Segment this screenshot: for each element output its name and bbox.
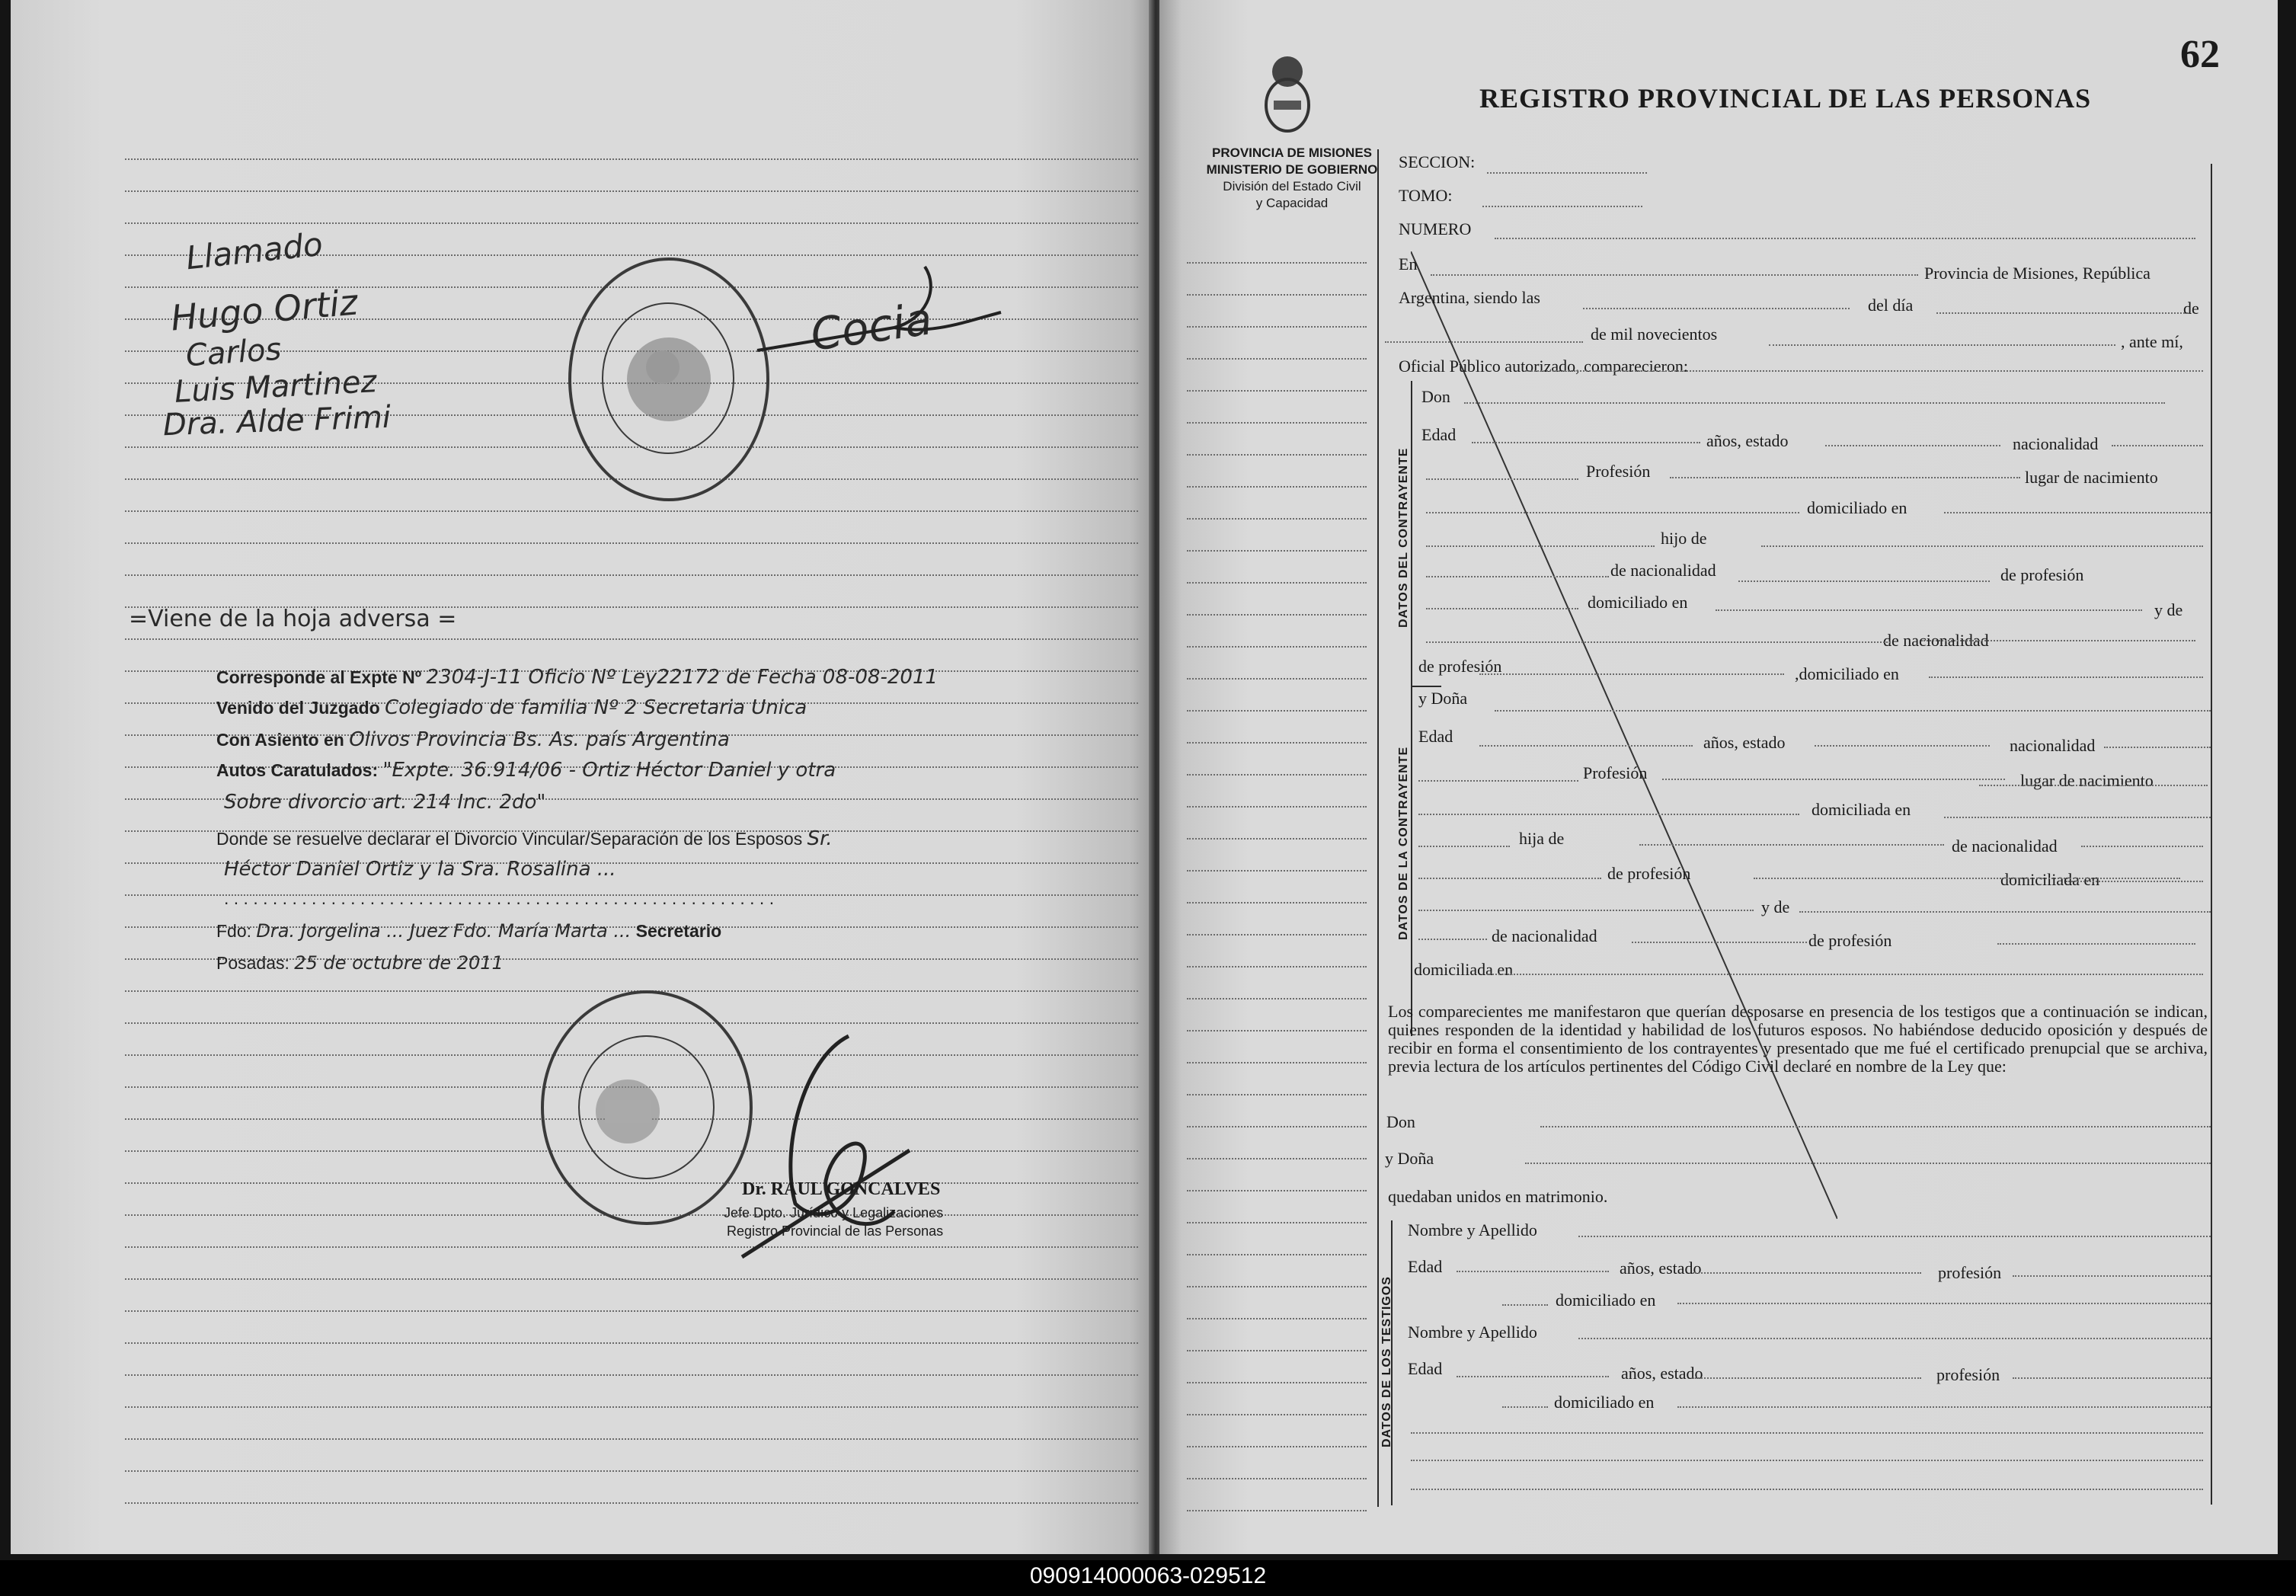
margin-ruled-line: [1187, 454, 1367, 456]
form-fill-line: [1464, 402, 2165, 404]
agency-division: División del Estado Civil: [1223, 179, 1361, 194]
c2-lugar-nac: lugar de nacimiento: [2020, 771, 2154, 790]
intro-argentina: Argentina, siendo las: [1399, 288, 1540, 307]
declaration-paragraph: Los comparecientes me manifestaron que querían desposarse en presencia de los testigos que a continuación se indican, quienes responden de la identidad y habilidad de los futuros esposos. No habiéndose deducido oposición y después de recibir en forma el consentimiento de los contrayentes y presentado que me fué el certificado prenupcial que se archiva, previa lectura de los artículos pertinentes del Código Civil declaré en nombre de la Ley que:: [1388, 1002, 2208, 1076]
signature-top-right: Cocia: [807, 293, 935, 361]
form-fill-line: [1936, 312, 2188, 314]
oficio-line-6: [216, 827, 833, 850]
form-fill-line: [1418, 910, 1754, 911]
oficio-line-2-label: Venido del Juzgado: [216, 698, 380, 718]
c1-de-nacionalidad: de nacionalidad: [1610, 561, 1716, 580]
form-left-border: [1377, 149, 1379, 1507]
form-fill-line: [1754, 878, 2180, 879]
intro-del-dia: del día: [1868, 296, 1914, 315]
form-fill-line: [1431, 274, 1918, 276]
form-fill-line: [1426, 512, 1799, 513]
form-fill-line: [1979, 785, 2208, 786]
intro-en: En: [1399, 254, 1418, 273]
quedaban-text: quedaban unidos en matrimonio.: [1388, 1187, 1608, 1206]
margin-ruled-line: [1187, 1286, 1367, 1287]
coat-of-arms-icon: [1257, 50, 1318, 134]
margin-ruled-line: [1187, 1478, 1367, 1479]
form-fill-line: [1479, 745, 1693, 747]
form-fill-line: [1495, 238, 2195, 239]
oficio-line-6-label: Donde se resuelve declarar el Divorcio Vincular/Separación de los Esposos: [216, 829, 803, 849]
form-fill-line: [1799, 911, 2211, 913]
t1-profesion: profesión: [1938, 1263, 2002, 1282]
form-fill-line: [1639, 844, 1944, 846]
c2-de-nacionalidad: de nacionalidad: [1952, 836, 2058, 856]
form-fill-line: [1761, 545, 2203, 547]
right-page: [1159, 0, 2278, 1554]
margin-ruled-line: [1187, 294, 1367, 296]
oficio-line-9: [216, 952, 504, 974]
t2-domiciliado: domiciliado en: [1554, 1393, 1655, 1412]
t1-anos: años, estado: [1620, 1259, 1702, 1278]
c2-profesion: Profesión: [1583, 763, 1648, 782]
form-fill-line: [1693, 1377, 1921, 1379]
margin-ruled-line: [1187, 1030, 1367, 1031]
signature-2: Hugo Ortiz: [169, 281, 360, 339]
oficio-line-4: [216, 759, 836, 782]
form-fill-line: [2112, 445, 2203, 446]
stamp-emblem-icon: [571, 261, 766, 498]
margin-ruled-line: [1187, 934, 1367, 936]
intro-mil: de mil novecientos: [1591, 325, 1718, 344]
form-fill-line: [1944, 817, 2211, 818]
margin-ruled-line: [1187, 710, 1367, 712]
left-page: [11, 0, 1153, 1554]
ruled-line: [125, 158, 1138, 160]
form-fill-line: [1716, 609, 2142, 611]
signer-title-2: Registro Provincial de las Personas: [727, 1223, 944, 1239]
margin-ruled-line: [1187, 550, 1367, 552]
margin-ruled-line: [1187, 774, 1367, 776]
t2-edad: Edad: [1408, 1359, 1443, 1378]
c1-nacionalidad: nacionalidad: [2013, 434, 2099, 453]
margin-ruled-line: [1187, 1222, 1367, 1223]
signature-1: Llamado: [184, 225, 325, 277]
ruled-line: [125, 1374, 1138, 1376]
form-fill-line: [1457, 1271, 1609, 1272]
form-fill-line: [1482, 206, 1642, 207]
form-fill-line: [1944, 512, 2211, 513]
t1-nombre: Nombre y Apellido: [1408, 1220, 1537, 1239]
intro-ante-mi: , ante mí,: [2121, 332, 2183, 351]
ruled-line: [125, 222, 1138, 224]
form-fill-line: [1418, 814, 1799, 815]
t1-domiciliado: domiciliado en: [1556, 1291, 1656, 1310]
oficio-line-6-value: Sr.: [807, 827, 833, 850]
form-fill-line: [1632, 942, 1807, 943]
form-fill-line: [1815, 745, 1990, 747]
margin-ruled-line: [1187, 1126, 1367, 1127]
margin-ruled-line: [1187, 966, 1367, 968]
c1-anos-estado: años, estado: [1706, 431, 1789, 450]
c2-anos-estado: años, estado: [1703, 733, 1786, 752]
form-fill-line: [1502, 1406, 1548, 1408]
margin-ruled-line: [1187, 1094, 1367, 1095]
signer-name: Dr. RAUL GONCALVES: [742, 1179, 941, 1199]
form-fill-line: [1426, 608, 1578, 609]
form-fill-line: [1479, 673, 1784, 675]
margin-ruled-line: [1187, 902, 1367, 904]
ruled-line: [125, 1502, 1138, 1504]
margin-ruled-line: [1187, 1158, 1367, 1159]
form-fill-line: [1670, 477, 2020, 478]
form-fill-line: [2066, 881, 2203, 882]
tomo-label: TOMO:: [1399, 186, 1453, 205]
document-id: 090914000063-029512: [1029, 1563, 1267, 1588]
oficio-line-3-value: Olivos Provincia Bs. As. país Argentina: [349, 728, 730, 751]
form-fill-line: [1525, 370, 2203, 372]
form-fill-line: [1677, 1303, 2211, 1304]
c2-domiciliada-2: domiciliada en: [1414, 960, 1514, 979]
signature-5: Dra. Alde Frimi: [162, 399, 392, 443]
official-stamp-top: [568, 257, 769, 501]
form-fill-line: [1738, 581, 1990, 582]
oficio-line-2-value: Colegiado de familia Nº 2 Secretaria Unica: [385, 696, 807, 719]
form-fill-line: [1426, 641, 1891, 643]
ruled-line: [125, 510, 1138, 512]
oficio-line-1-value: 2304-J-11 Oficio Nº Ley22172 de Fecha 08-08-2011: [426, 666, 939, 689]
margin-ruled-line: [1187, 1510, 1367, 1511]
oficio-line-9-value: 25 de octubre de 2011: [294, 952, 504, 974]
oficio-line-5-value: Sobre divorcio art. 214 Inc. 2do": [224, 791, 546, 814]
ruled-line: [125, 1406, 1138, 1408]
form-fill-line: [2104, 747, 2211, 748]
form-fill-line: [1457, 1376, 1609, 1377]
c2-hija-de: hija de: [1519, 829, 1565, 848]
c2-edad: Edad: [1418, 727, 1453, 746]
margin-ruled-line: [1187, 678, 1367, 680]
c1-de-profesion-2: de profesión: [1418, 657, 1502, 676]
form-fill-line: [1662, 779, 2005, 780]
agency-province: PROVINCIA DE MISIONES: [1211, 146, 1372, 160]
form-fill-line: [1411, 1489, 2203, 1490]
form-fill-line: [1578, 1338, 2211, 1339]
form-fill-line: [1487, 974, 2203, 975]
viene-note: =Viene de la hoja adversa =: [129, 606, 457, 632]
form-fill-line: [1921, 640, 2195, 641]
oficio-line-3: [216, 728, 730, 751]
form-fill-line: [1418, 780, 1578, 782]
oficio-line-7-value: Héctor Daniel Ortiz y la Sra. Rosalina ...: [224, 858, 616, 881]
margin-ruled-line: [1187, 742, 1367, 744]
margin-ruled-line: [1187, 1382, 1367, 1383]
margin-ruled-line: [1187, 1446, 1367, 1447]
form-fill-line: [1578, 1236, 2211, 1237]
signer-title-1: Jefe Dpto. Jurídico y Legalizaciones: [724, 1205, 944, 1220]
form-fill-line: [1495, 710, 2211, 712]
final-don: Don: [1386, 1112, 1415, 1131]
c1-profesion: Profesión: [1586, 462, 1651, 481]
oficio-line-5: [224, 791, 545, 814]
margin-ruled-line: [1187, 326, 1367, 328]
oficio-line-3-label: Con Asiento en: [216, 730, 344, 750]
margin-ruled-line: [1187, 582, 1367, 584]
c2-dona: y Doña: [1418, 689, 1468, 708]
form-fill-line: [1825, 445, 2000, 446]
form-fill-line: [1418, 846, 1510, 847]
form-fill-line: [1411, 1432, 2203, 1434]
ruled-line: [125, 1470, 1138, 1472]
form-fill-line: [1418, 939, 1487, 940]
c1-domiciliado: domiciliado en: [1807, 498, 1907, 517]
ruled-line: [125, 190, 1138, 192]
c1-edad: Edad: [1421, 425, 1457, 444]
c1-lugar-nac: lugar de nacimiento: [2025, 468, 2158, 487]
oficio-line-1: [216, 666, 938, 689]
oficio-line-1-label: Corresponde al Expte Nº: [216, 667, 422, 687]
intro-oficial: Oficial Público autorizado, comparecieron:: [1399, 357, 1688, 376]
margin-ruled-line: [1187, 806, 1367, 808]
oficio-line-4-value: "Expte. 36.914/06 - Ortiz Héctor Daniel y otra: [382, 759, 836, 782]
c1-domiciliado-en: domiciliado en: [1588, 593, 1688, 612]
signature-scribble-icon: [742, 244, 1016, 381]
oficio-line-8-label: Fdo:: [216, 921, 252, 941]
form-fill-line: [1693, 1272, 1921, 1274]
oficio-line-4-label: Autos Caratulados:: [216, 760, 379, 780]
oficio-line-8-suffix: Secretario: [635, 921, 722, 941]
oficio-line-8: [216, 920, 721, 942]
t1-edad: Edad: [1408, 1257, 1443, 1276]
form-fill-line: [2013, 1275, 2211, 1277]
intro-provincia: Provincia de Misiones, República: [1924, 264, 2151, 283]
t2-profesion: profesión: [1936, 1365, 2000, 1384]
contrayente-2-side-label: DATOS DE LA CONTRAYENTE: [1397, 746, 1410, 940]
register-title: REGISTRO PROVINCIAL DE LAS PERSONAS: [1479, 83, 2092, 114]
form-fill-line: [1426, 545, 1655, 547]
form-fill-line: [1583, 308, 1850, 309]
seccion-label: SECCION:: [1399, 152, 1476, 171]
form-fill-line: [1487, 172, 1647, 174]
ruled-line: [125, 574, 1138, 576]
page-number: 62: [2180, 33, 2220, 76]
margin-ruled-line: [1187, 262, 1367, 264]
c1-domiciliado-2: ,domiciliado en: [1795, 664, 1899, 683]
ruled-line: [125, 1246, 1138, 1248]
form-fill-line: [1997, 943, 2195, 945]
margin-ruled-line: [1187, 1062, 1367, 1063]
ruled-line: [125, 1342, 1138, 1344]
contrayente-side-label: DATOS DEL CONTRAYENTE: [1397, 447, 1410, 628]
ruled-line: [125, 1438, 1138, 1440]
form-fill-line: [1426, 478, 1578, 480]
margin-ruled-line: [1187, 998, 1367, 999]
margin-ruled-line: [1187, 1414, 1367, 1415]
ruled-line: [125, 1278, 1138, 1280]
oficio-line-9-label: Posadas:: [216, 953, 289, 973]
form-fill-line: [1929, 676, 2203, 678]
form-fill-line: [1411, 1460, 2203, 1461]
ruled-line: [125, 542, 1138, 544]
form-right-border: [2211, 164, 2212, 1505]
margin-ruled-line: [1187, 646, 1367, 648]
c2-domiciliada-en: domiciliada en: [2000, 870, 2100, 889]
oficio-line-dots: . . . . . . . . . . . . . . . . . . . . . . . . . . . . . . . . . . . . . . . . . . . . . . . . . . . . . . . . .: [224, 888, 775, 908]
agency-header: [1201, 145, 1383, 212]
testigos-side-label: DATOS DE LOS TESTIGOS: [1380, 1276, 1393, 1447]
c1-de-nacionalidad-2: de nacionalidad: [1883, 631, 1989, 650]
margin-ruled-line: [1187, 390, 1367, 392]
c1-hijo-de: hijo de: [1661, 529, 1707, 548]
margin-ruled-line: [1187, 518, 1367, 520]
c2-y-de: y de: [1761, 897, 1790, 916]
form-fill-line: [1385, 341, 1583, 343]
c1-de-profesion: de profesión: [2000, 565, 2084, 584]
oficio-line-8-value: Dra. Jorgelina ... Juez Fdo. María Marta ...: [256, 920, 632, 942]
c2-domiciliada: domiciliada en: [1812, 800, 1911, 819]
t2-anos: años, estado: [1621, 1364, 1703, 1383]
signature-3: Carlos: [184, 331, 283, 374]
form-fill-line: [1540, 1126, 2211, 1127]
c1-y-de: y de: [2154, 600, 2183, 619]
numero-label: NUMERO: [1399, 219, 1472, 238]
t2-nombre: Nombre y Apellido: [1408, 1323, 1537, 1342]
ruled-line: [125, 638, 1138, 640]
form-fill-line: [1677, 1406, 2211, 1408]
margin-ruled-line: [1187, 422, 1367, 424]
form-fill-line: [1472, 442, 1700, 443]
form-fill-line: [2081, 846, 2203, 847]
oficio-line-2: [216, 696, 807, 719]
form-fill-line: [1525, 1163, 2211, 1164]
c2-nacionalidad: nacionalidad: [2010, 736, 2096, 755]
margin-ruled-line: [1187, 358, 1367, 360]
margin-ruled-line: [1187, 614, 1367, 616]
c2-de-nacionalidad-2: de nacionalidad: [1492, 926, 1597, 945]
intro-de: de: [2183, 299, 2199, 318]
agency-ministry: MINISTERIO DE GOBIERNO: [1206, 162, 1378, 177]
margin-ruled-line: [1187, 1254, 1367, 1255]
margin-ruled-line: [1187, 1190, 1367, 1191]
oficio-line-7: [224, 858, 616, 881]
ruled-line: [125, 1310, 1138, 1312]
c1-don: Don: [1421, 387, 1450, 406]
signature-4: Luis Martinez: [173, 364, 378, 410]
final-y-dona: y Doña: [1385, 1149, 1434, 1168]
c2-de-profesion: de profesión: [1607, 864, 1691, 883]
form-fill-line: [1418, 878, 1601, 879]
form-fill-line: [2013, 1377, 2211, 1379]
form-fill-line: [1502, 1304, 1548, 1306]
margin-ruled-line: [1187, 486, 1367, 488]
form-fill-line: [1769, 344, 2115, 346]
margin-ruled-line: [1187, 838, 1367, 840]
c2-de-profesion-2: de profesión: [1808, 931, 1892, 950]
form-fill-line: [1426, 576, 1609, 577]
margin-ruled-line: [1187, 1350, 1367, 1351]
margin-ruled-line: [1187, 870, 1367, 872]
margin-ruled-line: [1187, 1318, 1367, 1319]
agency-capacidad: y Capacidad: [1255, 196, 1329, 210]
